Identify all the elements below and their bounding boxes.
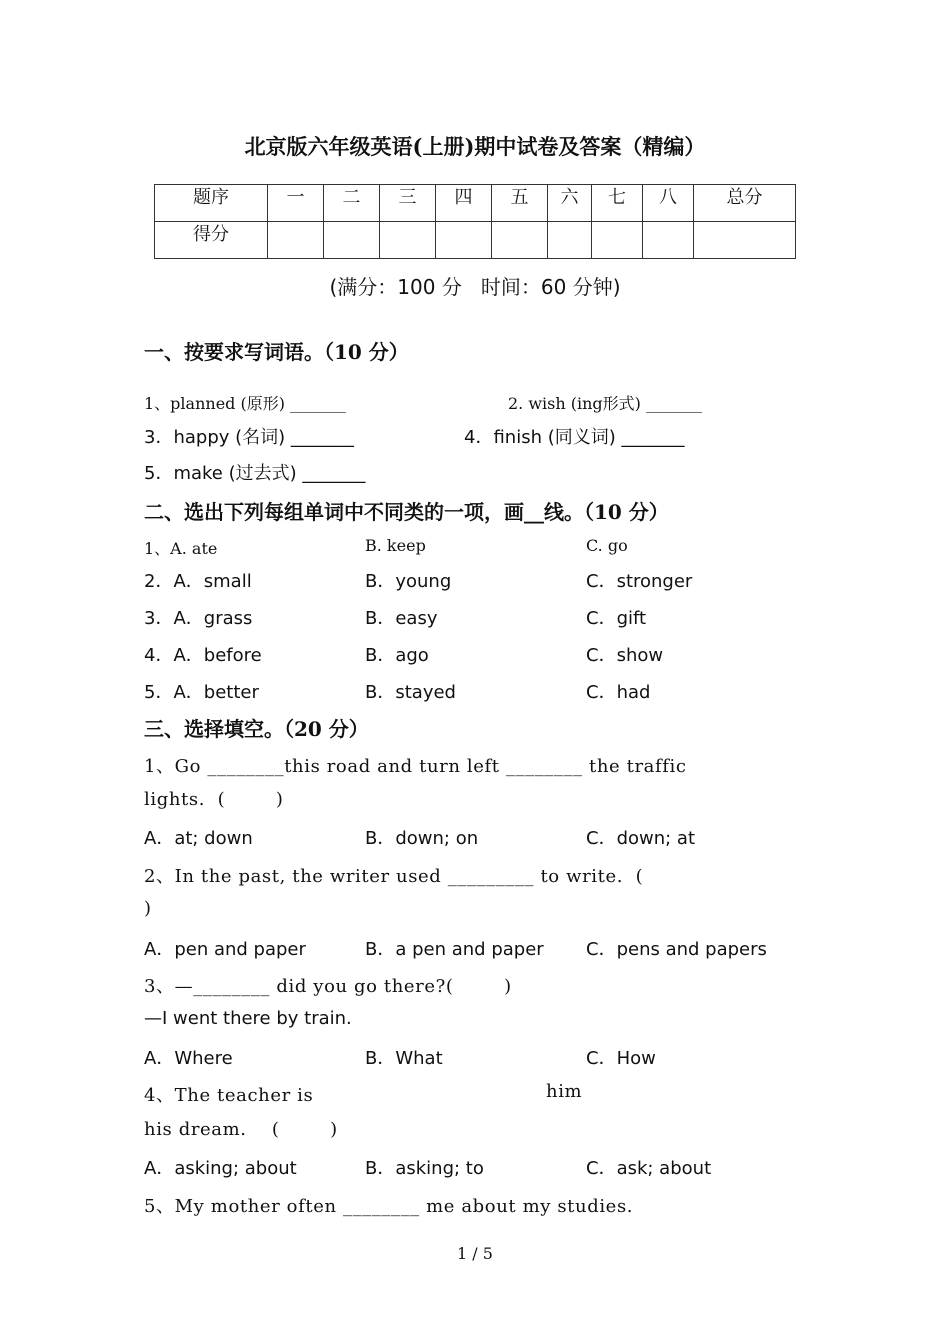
exam-meta: (满分：100 分 时间：60 分钟)	[329, 275, 621, 299]
question-text: him	[546, 1081, 583, 1102]
table-cell: 八	[643, 185, 694, 222]
question-text: 3、—________ did you go there?( )	[144, 976, 512, 997]
option-a: A．pen and paper	[144, 939, 306, 960]
table-cell	[268, 222, 324, 259]
table-cell: 一	[268, 185, 324, 222]
option-b: B．down; on	[365, 828, 479, 849]
question-text: his dream. ( )	[144, 1119, 338, 1140]
question-text: 4、The teacher is	[144, 1085, 314, 1106]
table-cell: 五	[492, 185, 548, 222]
option-a: 2．A．small	[144, 571, 252, 592]
table-cell: 六	[548, 185, 592, 222]
score-table	[154, 184, 796, 259]
table-cell	[380, 222, 436, 259]
section-heading: 三、选择填空。（20 分）	[144, 717, 369, 741]
question-text: 4．finish (同义词) _______	[464, 427, 685, 448]
page-number: 1 / 5	[457, 1244, 493, 1263]
table-cell	[694, 222, 796, 259]
option-b: B．ago	[365, 645, 429, 666]
option-a: A．at; down	[144, 828, 253, 849]
section-heading: 二、选出下列每组单词中不同类的一项，画__线。（10 分）	[144, 500, 669, 524]
option-b: B．young	[365, 571, 452, 592]
table-cell	[324, 222, 380, 259]
option-c: C．How	[586, 1048, 656, 1069]
question-text: )	[144, 898, 152, 919]
table-cell	[592, 222, 643, 259]
option-a: 5．A．better	[144, 682, 259, 703]
table-cell	[492, 222, 548, 259]
option-c: C．stronger	[586, 571, 693, 592]
table-cell: 题序	[155, 185, 268, 222]
option-a: 4．A．before	[144, 645, 262, 666]
question-text: 5．make (过去式) _______	[144, 463, 366, 484]
table-cell: 四	[436, 185, 492, 222]
option-a: A．asking; about	[144, 1158, 297, 1179]
table-cell: 二	[324, 185, 380, 222]
option-c: C．down; at	[586, 828, 696, 849]
score-table-header-row	[155, 185, 796, 222]
option-c: C．had	[586, 682, 651, 703]
question-text: 2、In the past, the writer used _________ to write. (	[144, 866, 644, 887]
table-cell	[548, 222, 592, 259]
question-text: 3．happy (名词) _______	[144, 427, 354, 448]
option-b: B．easy	[365, 608, 438, 629]
option-c: C．ask; about	[586, 1158, 712, 1179]
option-c: C．gift	[586, 608, 647, 629]
section-heading: 一、按要求写词语。（10 分）	[144, 340, 409, 364]
option-c: C. go	[586, 536, 628, 555]
table-cell: 七	[592, 185, 643, 222]
score-table-score-row	[155, 222, 796, 259]
option-c: C．show	[586, 645, 664, 666]
option-b: B. keep	[365, 536, 426, 555]
document-title: 北京版六年级英语(上册)期中试卷及答案（精编）	[244, 134, 706, 159]
question-text: lights. ( )	[144, 789, 284, 810]
question-text: 1、Go ________this road and turn left ________ the traffic	[144, 756, 687, 777]
option-c: C．pens and papers	[586, 939, 767, 960]
table-cell	[643, 222, 694, 259]
option-a: A．Where	[144, 1048, 233, 1069]
option-b: B．stayed	[365, 682, 456, 703]
table-cell: 三	[380, 185, 436, 222]
option-b: B．a pen and paper	[365, 939, 544, 960]
table-cell	[436, 222, 492, 259]
option-a: 3．A．grass	[144, 608, 253, 629]
question-text: 1、planned (原形) _______	[144, 394, 347, 413]
option-b: B．asking; to	[365, 1158, 484, 1179]
option-b: B．What	[365, 1048, 443, 1069]
table-cell: 得分	[155, 222, 268, 259]
option-a: 1、A. ate	[144, 539, 218, 558]
question-text: —I went there by train.	[144, 1008, 352, 1029]
question-text: 5、My mother often ________ me about my studies.	[144, 1196, 634, 1217]
question-text: 2. wish (ing形式) _______	[508, 394, 703, 413]
table-cell: 总分	[694, 185, 796, 222]
